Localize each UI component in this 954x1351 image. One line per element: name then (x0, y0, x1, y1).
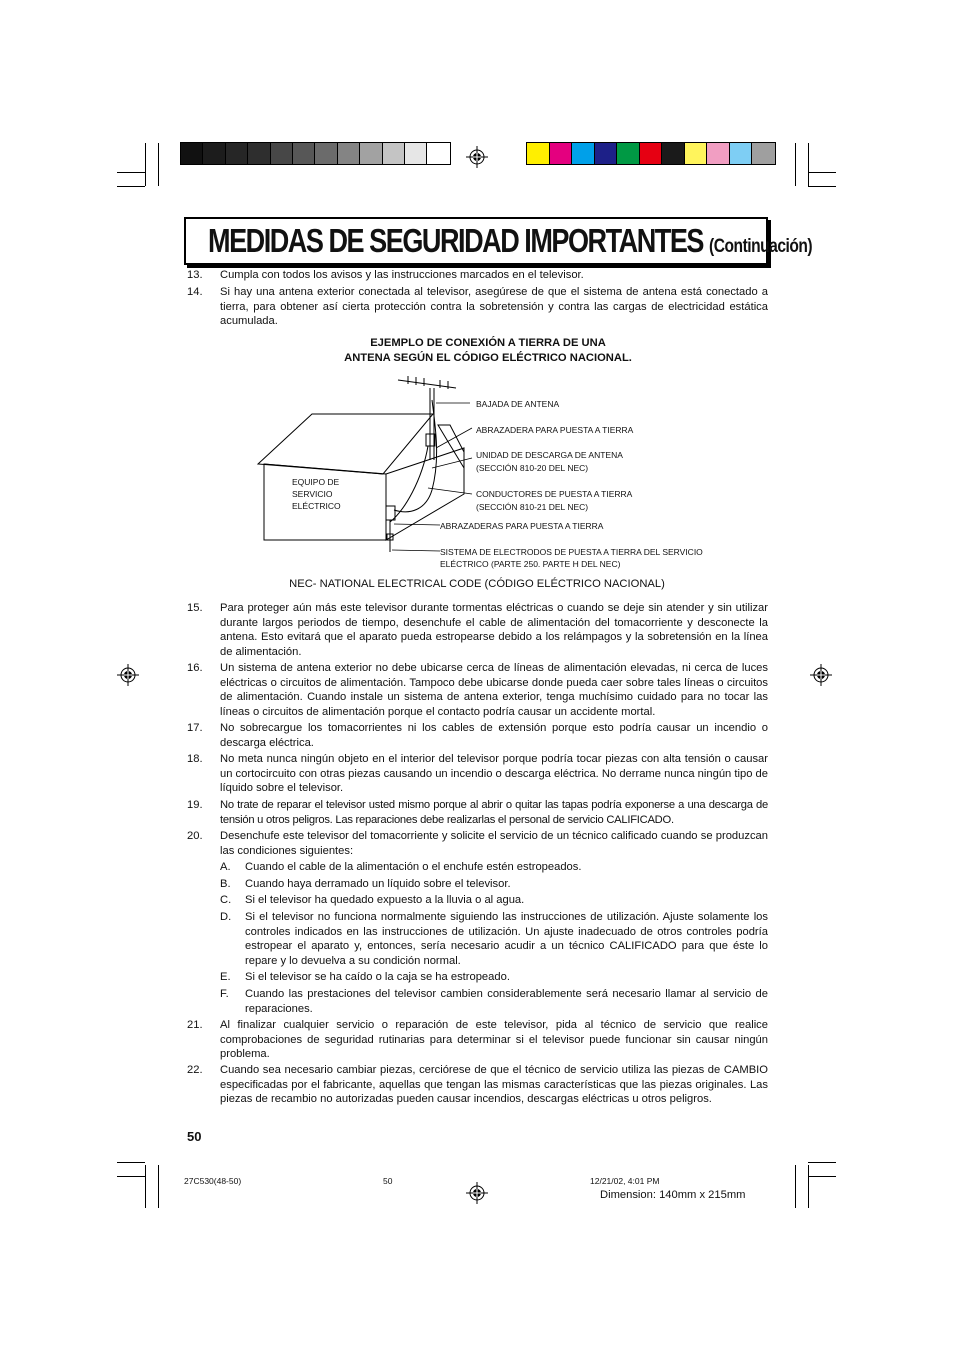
item-number: 22. (187, 1064, 203, 1076)
sub-item-text: Si el televisor no funciona normalmente siguiendo las instrucciones de utilización. Ajuste solamente los controles indicados en las instrucciones de utilización. Un ajuste inadecuado de otros controles podría estropear el aparato y, entonces, sería necesario acudir a un técnico CALIFICADO para que éste lo repare y lo devuelva a su condición normal. (245, 911, 768, 967)
crop-mark (808, 172, 836, 173)
color-swatch (550, 143, 573, 164)
item-text: No sobrecargue los tomacorrientes ni los cables de extensión porque esto podría causar un incendio o descarga eléctrica. (220, 722, 768, 749)
registration-mark-icon (117, 664, 139, 686)
page-title (184, 217, 813, 265)
crop-mark (808, 1165, 809, 1208)
crop-mark (808, 143, 809, 186)
item-text: Si hay una antena exterior conectada al televisor, asegúrese de que el sistema de antena está conectado a tierra, para obtener así cierta protección contra la sobretensión y contra las cargas de electricidad estática acumulada. (220, 286, 768, 328)
list-item (187, 829, 768, 858)
list-item (187, 601, 768, 659)
list-item (187, 721, 768, 750)
color-swatch (707, 143, 730, 164)
label-electrode-system-ref: ELÉCTRICO (PARTE 250. PARTE H DEL NEC) (440, 559, 621, 569)
item-number: 19. (187, 799, 203, 811)
house-roof (258, 414, 433, 474)
color-swatch (360, 143, 382, 164)
sub-list-item (220, 877, 768, 892)
page-title-text (208, 222, 812, 260)
list-item (187, 1018, 768, 1062)
antenna-element (398, 380, 456, 388)
item-text: No meta nunca ningún objeto en el interior del televisor porque podría tocar piezas con alta tensión o causar un cortocircuito con otras piezas causando un incendio o descarga eléctrica. No derrame nunca ningún tipo de líquido sobre el televisor. (220, 753, 768, 795)
crop-mark (145, 1165, 146, 1208)
label-discharge-unit-ref: (SECCIÓN 810-20 DEL NEC) (476, 463, 589, 473)
footer-dimension: Dimension: 140mm x 215mm (600, 1189, 746, 1201)
item-text: No trate de reparar el televisor usted mismo porque al abrir o quitar las tapas podría exponerse a una descarga de tensión u otros peligros. Las reparaciones debe realizarlas el personal de servicio CALIFICADO. (220, 799, 768, 826)
item-number: 18. (187, 753, 203, 765)
color-swatch (427, 143, 449, 164)
title-subtitle: (Continuación) (709, 236, 813, 257)
footer-file-name: 27C530(48-50) (184, 1176, 242, 1186)
registration-mark-icon (466, 146, 488, 168)
list-item (187, 268, 768, 283)
label-service-equipment: EQUIPO DE (292, 477, 340, 487)
color-swatch (685, 143, 708, 164)
color-bar (526, 142, 776, 165)
footer-page: 50 (383, 1176, 393, 1186)
color-swatch (405, 143, 427, 164)
list-item (187, 1063, 768, 1107)
crop-mark (808, 186, 836, 187)
sub-item-letter: A. (220, 861, 231, 873)
chimney (438, 425, 464, 468)
sub-item-text: Cuando haya derramado un líquido sobre el televisor. (245, 878, 511, 890)
sub-item-letter: D. (220, 911, 232, 923)
sub-item-letter: C. (220, 894, 232, 906)
label-service-equipment: SERVICIO (292, 489, 333, 499)
color-swatch (640, 143, 663, 164)
registration-mark-icon (466, 1182, 488, 1204)
label-ground-clamps: ABRAZADERAS PARA PUESTA A TIERRA (440, 521, 604, 531)
label-ground-clamp: ABRAZADERA PARA PUESTA A TIERRA (476, 425, 634, 435)
color-swatch (572, 143, 595, 164)
color-swatch (315, 143, 337, 164)
crop-mark (117, 1176, 145, 1177)
registration-mark-icon (810, 664, 832, 686)
item-text: Desenchufe este televisor del tomacorriente y solicite el servicio de un técnico calificado cuando se produzcan las condiciones siguientes: (220, 830, 768, 857)
list-item (187, 661, 768, 719)
diagram-title (300, 336, 676, 366)
item-number: 13. (187, 269, 203, 281)
item-number: 15. (187, 602, 203, 614)
crop-mark (145, 143, 146, 186)
sub-list-item (220, 860, 768, 875)
label-electrode-system: SISTEMA DE ELECTRODOS DE PUESTA A TIERRA DEL SERVICIO (440, 547, 703, 557)
item-number: 20. (187, 830, 203, 842)
sub-item-letter: F. (220, 988, 229, 1000)
item-text: Para proteger aún más este televisor durante tormentas eléctricas o cuando se deje sin atender y sin utilizar durante largos periodos de tiempo, desenchufe el cable de alimentación del tomacorriente y desconecte la antena. Esto evitará que el aparato pueda estropearse debido a los relámpagos y la sobretensión en la línea de alimentación. (220, 602, 768, 658)
color-swatch (181, 143, 203, 164)
page-number: 50 (187, 1129, 202, 1144)
label-ground-conductors: CONDUCTORES DE PUESTA A TIERRA (476, 489, 633, 499)
gray-scale-bar (180, 142, 451, 165)
sub-list-item (220, 893, 768, 908)
crop-mark (117, 1162, 145, 1163)
color-swatch (226, 143, 248, 164)
crop-mark (117, 186, 145, 187)
item-text: Al finalizar cualquier servicio o reparación de este televisor, pida al técnico de servicio que realice comprobaciones de seguridad rutinarias para determinar si el televisor puede funcionar sin causar ningún problema. (220, 1019, 768, 1061)
color-swatch (595, 143, 618, 164)
color-swatch (338, 143, 360, 164)
crop-mark (158, 1165, 159, 1208)
item-text: Cuando sea necesario cambiar piezas, cerciórese de que el técnico de servicio utiliza las piezas de CAMBIO especificadas por el fabricante, aquellas que tengan las mismas características que las piezas originales. Las piezas de recambio no autorizadas pueden causar incendios, descargas eléctricas u otros peligros. (220, 1064, 768, 1106)
label-lead-in: BAJADA DE ANTENA (476, 399, 560, 409)
color-swatch (293, 143, 315, 164)
list-item (187, 798, 768, 827)
item-number: 16. (187, 662, 203, 674)
sub-item-text: Si el televisor se ha caído o la caja se ha estropeado. (245, 971, 510, 983)
item-text: Cumpla con todos los avisos y las instrucciones marcados en el televisor. (220, 269, 584, 281)
service-box (386, 506, 395, 520)
color-swatch (527, 143, 550, 164)
item-number: 21. (187, 1019, 203, 1031)
color-swatch (662, 143, 685, 164)
color-swatch (383, 143, 405, 164)
color-swatch (730, 143, 753, 164)
sub-item-text: Cuando las prestaciones del televisor cambien considerablemente será necesario llamar al servicio de reparaciones. (245, 988, 768, 1015)
sub-list-item (220, 987, 768, 1016)
crop-mark (808, 1176, 836, 1177)
crop-mark (158, 143, 159, 186)
label-ground-conductors-ref: (SECCIÓN 810-21 DEL NEC) (476, 502, 589, 512)
list-item (187, 285, 768, 329)
color-swatch (752, 143, 775, 164)
nec-note: NEC- NATIONAL ELECTRICAL CODE (CÓDIGO ELÉCTRICO NACIONAL) (289, 578, 665, 590)
item-number: 17. (187, 722, 203, 734)
crop-mark (117, 172, 145, 173)
list-item (187, 752, 768, 796)
label-service-equipment: ELÉCTRICO (292, 501, 341, 511)
crop-mark (808, 1162, 836, 1163)
crop-mark (795, 1165, 796, 1208)
sub-item-letter: B. (220, 878, 231, 890)
sub-item-text: Cuando el cable de la alimentación o el enchufe estén estropeados. (245, 861, 582, 873)
footer-datetime: 12/21/02, 4:01 PM (590, 1176, 660, 1186)
crop-mark (795, 143, 796, 186)
title-main: MEDIDAS DE SEGURIDAD IMPORTANTES (208, 222, 704, 259)
color-swatch (203, 143, 225, 164)
diagram-title-line: ANTENA SEGÚN EL CÓDIGO ELÉCTRICO NACIONAL. (344, 352, 632, 364)
sub-item-letter: E. (220, 971, 231, 983)
color-swatch (617, 143, 640, 164)
label-discharge-unit: UNIDAD DE DESCARGA DE ANTENA (476, 450, 623, 460)
sub-list-item (220, 970, 768, 985)
color-swatch (271, 143, 293, 164)
item-text: Un sistema de antena exterior no debe ubicarse cerca de líneas de alimentación elevadas, ni cerca de luces eléctricas o circuitos de alimentación. Tampoco debe ubicarse donde pueda caer sobre tales líneas o circuitos de alimentación. Cuando instale un sistema de antena exterior, tenga muchísimo cuidado para no tocar las líneas o circuitos de alimentación porque el contacto podría causar un accidente mortal. (220, 662, 768, 718)
sub-list-item (220, 910, 768, 968)
diagram-title-line: EJEMPLO DE CONEXIÓN A TIERRA DE UNA (370, 337, 606, 349)
color-swatch (248, 143, 270, 164)
item-number: 14. (187, 286, 203, 298)
sub-item-text: Si el televisor ha quedado expuesto a la lluvia o al agua. (245, 894, 525, 906)
